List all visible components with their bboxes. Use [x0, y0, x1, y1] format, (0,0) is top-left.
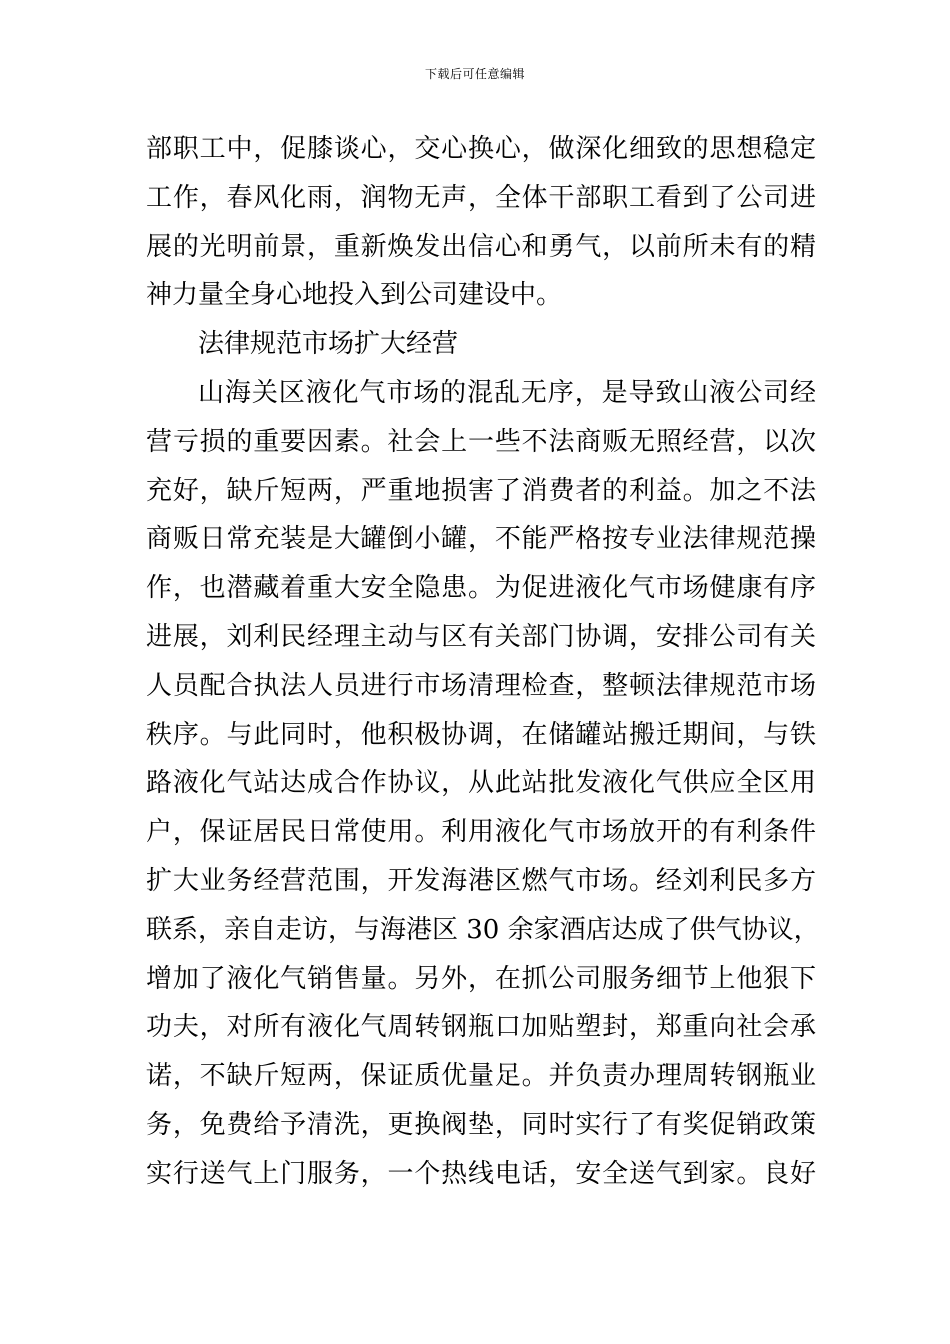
- text-line: 增加了液化气销售量。另外，在抓公司服务细节上他狠下: [146, 963, 816, 994]
- text-line: 秩序。与此同时，他积极协调，在储罐站搬迁期间，与铁: [146, 719, 816, 750]
- text-line: 进展，刘利民经理主动与区有关部门协调，安排公司有关: [146, 622, 816, 652]
- text-line: 营亏损的重要因素。社会上一些不法商贩无照经营，以次: [146, 426, 816, 457]
- text-line: 法律规范市场扩大经营: [198, 329, 459, 360]
- text-line: 神力量全身心地投入到公司建设中。: [146, 280, 563, 311]
- text-line: 务，免费给予清洗，更换阀垫，同时实行了有奖促销政策: [146, 1110, 816, 1140]
- text-line: 山海关区液化气市场的混乱无序，是导致山液公司经: [198, 378, 816, 408]
- text-line: 功夫，对所有液化气周转钢瓶口加贴塑封，郑重向社会承: [146, 1012, 816, 1043]
- text-line: 工作，春风化雨，润物无声，全体干部职工看到了公司进: [146, 182, 816, 213]
- text-line: 诺，不缺斤短两，保证质优量足。并负责办理周转钢瓶业: [146, 1061, 816, 1092]
- text-line: 人员配合执法人员进行市场清理检查，整顿法律规范市场: [146, 670, 816, 701]
- text-line: 扩大业务经营范围，开发海港区燃气市场。经刘利民多方: [146, 866, 816, 896]
- text-line: 展的光明前景，重新焕发出信心和勇气，以前所未有的精: [146, 231, 816, 262]
- text-line: 户，保证居民日常使用。利用液化气市场放开的有利条件: [146, 817, 816, 848]
- text-line: 作，也潜藏着重大安全隐患。为促进液化气市场健康有序: [146, 573, 816, 604]
- text-line: 商贩日常充装是大罐倒小罐，不能严格按专业法律规范操: [146, 524, 816, 555]
- page-header: 下载后可任意编辑: [424, 67, 525, 81]
- text-line: 充好，缺斤短两，严重地损害了消费者的利益。加之不法: [146, 475, 816, 506]
- text-line: 路液化气站达成合作协议，从此站批发液化气供应全区用: [146, 768, 816, 799]
- text-line: 部职工中，促膝谈心，交心换心，做深化细致的思想稳定: [146, 134, 816, 164]
- text-line: 联系，亲自走访，与海港区 30 余家酒店达成了供气协议，: [146, 914, 820, 945]
- text-line: 实行送气上门服务，一个热线电话，安全送气到家。良好: [146, 1158, 816, 1189]
